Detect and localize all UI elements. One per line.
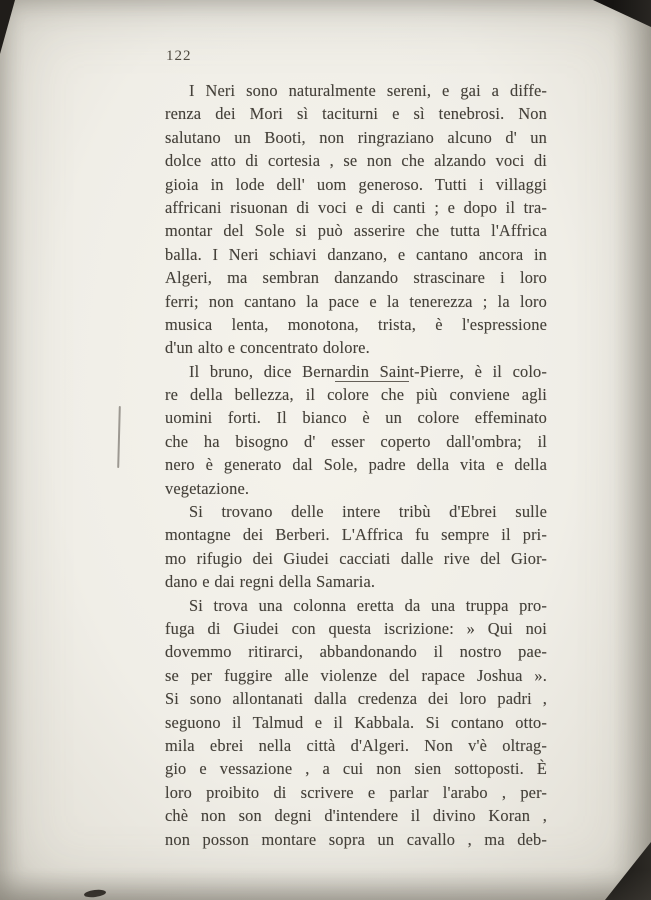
text-line: Si trovano delle intere tribù d'Ebrei sulle (189, 502, 547, 522)
scan-artifact-bottom-left (84, 889, 107, 899)
text-line: re della bellezza, il colore che più conviene agli (165, 385, 547, 405)
text-line: chè non son degni d'intendere il divino Koran , (165, 806, 547, 826)
text-line: renza dei Mori sì taciturni e sì tenebrosi. Non (165, 104, 547, 124)
text-line: non posson montare sopra un cavallo , ma deb- (165, 829, 547, 849)
text-line: I Neri sono naturalmente sereni, e gai a diffe- (189, 81, 547, 100)
text-line: balla. I Neri schiavi danzano, e cantano ancora in (165, 244, 547, 264)
scan-artifact-top-left (0, 0, 15, 54)
text-line (165, 360, 547, 383)
text-line: nero è generato dal Sole, padre della vita e della (165, 455, 547, 475)
text-segment: Il bruno, dice Bern (189, 361, 335, 381)
text-line: mo rifugio dei Giudei cacciati dalle rive del Gior- (165, 548, 547, 568)
text-line: Si sono allontanati dalla credenza dei loro padri , (165, 689, 547, 709)
text-line: Si trova una colonna eretta da una truppa pro- (189, 595, 547, 615)
scan-artifact-top-right (593, 0, 651, 27)
text-line: se per fuggire alle violenze del rapace Joshua ». (165, 665, 547, 685)
page-number: 122 (166, 48, 192, 64)
text-line: che ha bisogno d' esser coperto dall'ombra; il (165, 431, 547, 451)
text-line: gio e vessazione , a cui non sien sottoposti. È (165, 759, 547, 779)
pencil-margin-mark (117, 406, 121, 468)
text-line: d'un alto e concentrato dolore. (165, 338, 370, 358)
text-line: Algeri, ma sembran danzando strascinare i loro (165, 268, 547, 288)
text-line: gioia in lode dell' uom generoso. Tutti i villaggi (165, 174, 547, 194)
text-line: fuga di Giudei con questa iscrizione: » Qui noi (165, 618, 547, 638)
text-line: vegetazione. (165, 478, 250, 498)
text-line: seguono il Talmud e il Kabbala. Si contano otto- (165, 712, 547, 732)
text-line: mila ebrei nella città d'Algeri. Non v'è oltrag- (165, 735, 547, 755)
text-line: montagne dei Berberi. L'Affrica fu sempre il pri- (165, 525, 547, 545)
text-line: dovemmo ritirarci, abbandonando il nostro pae- (165, 642, 547, 662)
scan-artifact-bottom-right (605, 842, 651, 900)
text-line: salutano un Booti, non ringraziano alcuno d' un (165, 127, 547, 147)
text-line: montar del Sole si può asserire che tutta l'Affrica (165, 221, 547, 241)
text-segment: t-Pierre, è il colo- (409, 361, 547, 381)
text-line: dano e dai regni della Samaria. (165, 572, 376, 592)
text-line: affricani risuonan di voci e di canti ; e dopo il tra- (165, 197, 547, 217)
text-line: dolce atto di cortesia , se non che alzando voci di (165, 151, 547, 171)
text-line: loro proibito di scrivere e parlar l'arabo , per- (165, 782, 547, 802)
text-block (165, 79, 547, 851)
text-line: uomini forti. Il bianco è un colore effeminato (165, 408, 547, 428)
scan-edge-shade-right (613, 0, 651, 900)
scan-edge-shade-bottom (0, 870, 651, 900)
pencil-underlined-text: ardin Sain (334, 361, 410, 381)
text-line: ferri; non cantano la pace e la tenerezza ; la loro (165, 291, 547, 311)
text-line: musica lenta, monotona, trista, è l'espressione (165, 314, 547, 334)
